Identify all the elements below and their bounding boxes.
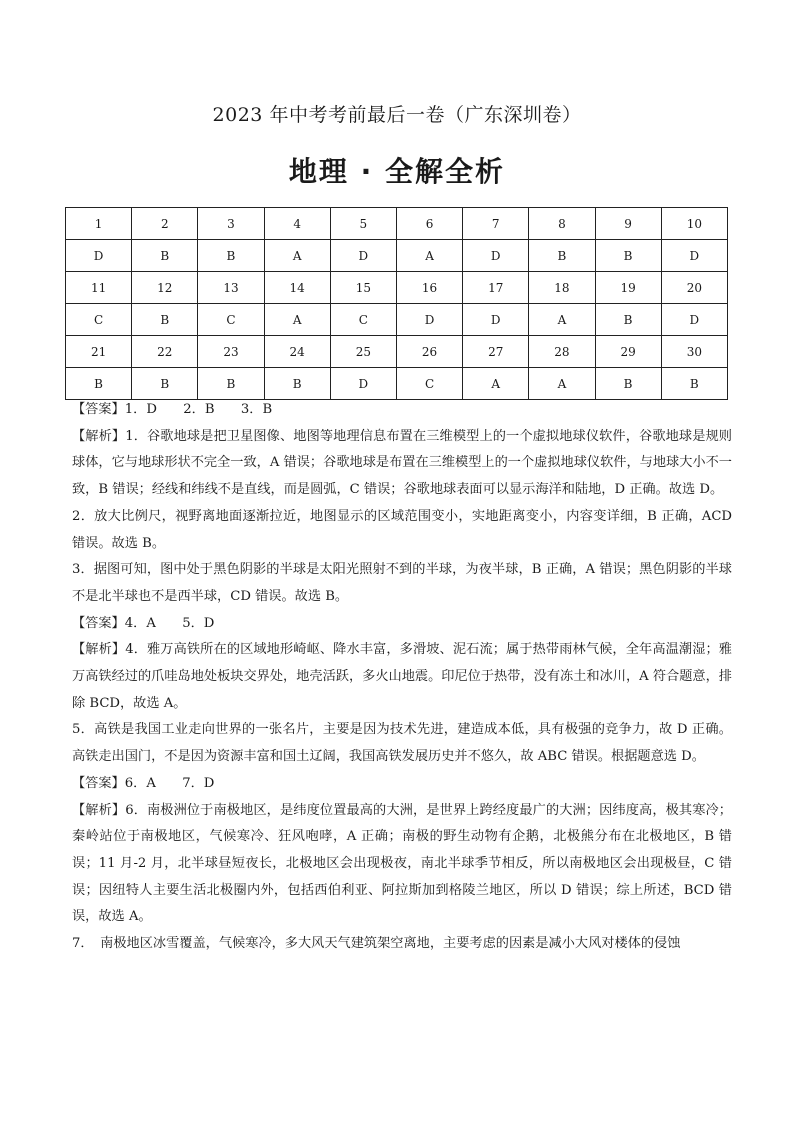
answer-cell: A [264, 240, 330, 272]
answer-cell: D [661, 240, 727, 272]
question-number-cell: 23 [198, 336, 264, 368]
answer-cell: C [66, 304, 132, 336]
analysis-4: 【解析】4．雅万高铁所在的区域地形崎岖、降水丰富，多滑坡、泥石流；属于热带雨林气候，全年高温潮湿；雅万高铁经过的爪哇岛地处板块交界处，地壳活跃，多火山地震。印尼位于热带，没有冻土和冰川，A 符合题意，排除 BCD，故选 A。 [72, 642, 732, 711]
question-number-cell: 6 [396, 208, 462, 240]
question-number-cell: 13 [198, 272, 264, 304]
question-number-cell: 10 [661, 208, 727, 240]
analysis-6: 【解析】6．南极洲位于南极地区，是纬度位置最高的大洲，是世界上跨经度最广的大洲；因纬度高，极其寒冷；秦岭站位于南极地区，气候寒冷、狂风咆哮，A 正确；南极的野生动物有企鹅，北极熊分布在北极地区，B 错误；11 月-2 月，北半球昼短夜长，北极地区会出现极夜，南北半球季节相反，所以南极地区会出现极昼，C 错误；因纽特人主要生活北极圈内外，包括西伯利亚、阿拉斯加到格陵兰地区，所以 D 错误；综上所述，BCD 错误，故选 A。 [72, 802, 732, 925]
question-number-cell: 22 [132, 336, 198, 368]
question-number-cell: 16 [396, 272, 462, 304]
answer-cell: D [66, 240, 132, 272]
answer-cell: D [396, 304, 462, 336]
question-number-cell: 24 [264, 336, 330, 368]
answer-cell: C [330, 304, 396, 336]
question-number-cell: 30 [661, 336, 727, 368]
question-number-cell: 18 [529, 272, 595, 304]
question-number-cell: 25 [330, 336, 396, 368]
question-number-cell: 29 [595, 336, 661, 368]
question-number-cell: 20 [661, 272, 727, 304]
question-number-cell: 26 [396, 336, 462, 368]
answer-line-6-7: 【答案】6．A 7．D [72, 775, 215, 791]
answer-cell: B [198, 368, 264, 400]
question-number-cell: 19 [595, 272, 661, 304]
answer-explanations [72, 397, 732, 958]
question-number-cell: 3 [198, 208, 264, 240]
answer-cell: C [198, 304, 264, 336]
answer-row [66, 240, 728, 272]
analysis-2: 2．放大比例尺，视野离地面逐渐拉近，地图显示的区域范围变小，实地距离变小，内容变详细，B 正确，ACD 错误。故选 B。 [72, 508, 732, 551]
answer-cell: B [132, 368, 198, 400]
answer-cell: B [661, 368, 727, 400]
analysis-1: 【解析】1．谷歌地球是把卫星图像、地图等地理信息布置在三维模型上的一个虚拟地球仪软件，谷歌地球是规则球体，它与地球形状不完全一致，A 错误；谷歌地球是布置在三维模型上的一个虚拟地球仪软件，与地球大小不一致，B 错误；经线和纬线不是直线，而是圆弧，C 错误；谷歌地球表面可以显示海洋和陆地，D 正确。故选 D。 [72, 428, 732, 498]
question-number-cell: 27 [463, 336, 529, 368]
analysis-7: 7． 南极地区冰雪覆盖，气候寒冷，多大风天气建筑架空离地，主要考虑的因素是减小大风对楼体的侵蚀 [72, 936, 681, 952]
document-subtitle: 地理 · 全解全析 [288, 155, 506, 188]
answer-cell: B [198, 240, 264, 272]
answer-cell: B [264, 368, 330, 400]
answer-cell: B [595, 240, 661, 272]
answer-cell: D [330, 240, 396, 272]
question-number-cell: 2 [132, 208, 198, 240]
answer-row [66, 368, 728, 400]
question-number-row [66, 336, 728, 368]
answer-cell: B [132, 240, 198, 272]
answer-cell: B [529, 240, 595, 272]
answer-cell: D [463, 240, 529, 272]
answer-cell: B [595, 304, 661, 336]
question-number-cell: 9 [595, 208, 661, 240]
answer-line-4-5: 【答案】4．A 5．D [72, 615, 215, 631]
question-number-cell: 1 [66, 208, 132, 240]
question-number-row [66, 208, 728, 240]
answer-cell: D [330, 368, 396, 400]
answer-table [65, 207, 728, 400]
question-number-cell: 11 [66, 272, 132, 304]
question-number-cell: 5 [330, 208, 396, 240]
question-number-cell: 4 [264, 208, 330, 240]
analysis-3: 3．据图可知，图中处于黑色阴影的半球是太阳光照射不到的半球，为夜半球，B 正确，A 错误；黑色阴影的半球不是北半球也不是西半球，CD 错误。故选 B。 [72, 562, 732, 604]
question-number-cell: 15 [330, 272, 396, 304]
analysis-5: 5．高铁是我国工业走向世界的一张名片，主要是因为技术先进，建造成本低，具有极强的竞争力，故 D 正确。高铁走出国门，不是因为资源丰富和国土辽阔，我国高铁发展历史并不悠久，故 ABC 错误。根据题意选 D。 [72, 722, 732, 765]
answer-cell: B [595, 368, 661, 400]
answer-cell: B [132, 304, 198, 336]
question-number-cell: 14 [264, 272, 330, 304]
answer-cell: A [264, 304, 330, 336]
answer-cell: A [529, 304, 595, 336]
answer-cell: B [66, 368, 132, 400]
question-number-cell: 8 [529, 208, 595, 240]
question-number-cell: 17 [463, 272, 529, 304]
answer-cell: A [396, 240, 462, 272]
answer-line-1-3: 【答案】1．D 2．B 3．B [72, 402, 273, 417]
answer-cell: D [661, 304, 727, 336]
question-number-cell: 12 [132, 272, 198, 304]
question-number-cell: 7 [463, 208, 529, 240]
answer-cell: D [463, 304, 529, 336]
document-title: 2023 年中考考前最后一卷（广东深圳卷） [212, 104, 582, 126]
answer-cell: C [396, 368, 462, 400]
answer-row [66, 304, 728, 336]
answer-cell: A [529, 368, 595, 400]
answer-cell: A [463, 368, 529, 400]
question-number-row [66, 272, 728, 304]
question-number-cell: 21 [66, 336, 132, 368]
question-number-cell: 28 [529, 336, 595, 368]
